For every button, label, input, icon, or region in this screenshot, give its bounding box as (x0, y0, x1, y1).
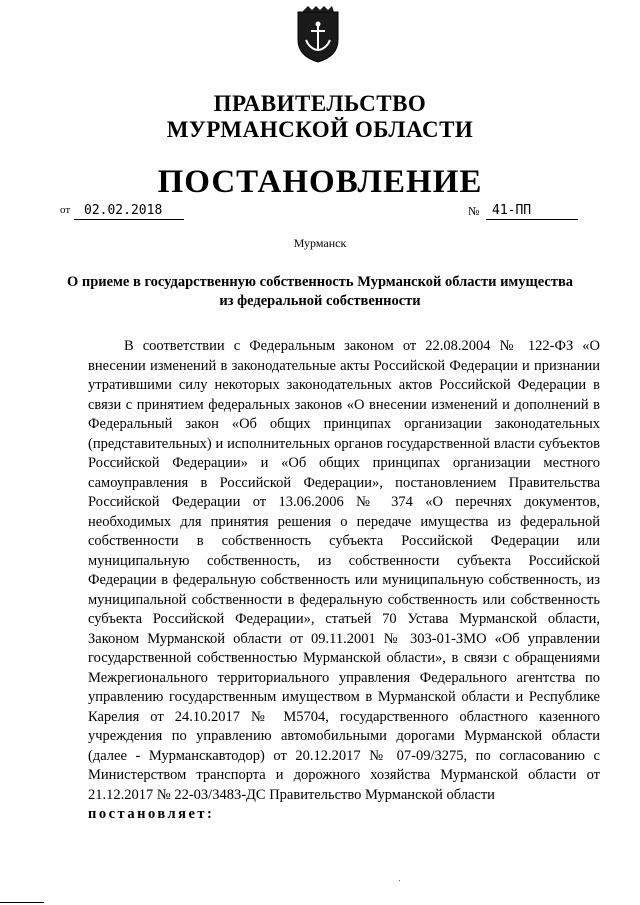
date-field (74, 203, 184, 220)
decree-subject: О приеме в государственную собственность Мурманской области имущества из федеральной собственности (66, 274, 574, 309)
number-value: 41-ПП (492, 203, 532, 218)
region-title: МУРМАНСКОЙ ОБЛАСТИ (166, 117, 474, 142)
document-type-title: ПОСТАНОВЛЕНИЕ (157, 164, 483, 200)
government-title: ПРАВИТЕЛЬСТВО (213, 91, 427, 116)
number-label: № (468, 204, 480, 218)
body-paragraph: В соответствии с Федеральным законом от 22.08.2004 № 122-ФЗ «О внесении изменений в законодательные акты Российской Федерации и признании утратившими силу некоторых законодательных актов Российской Федерации в связи с принятием федеральных законов «О внесении изменений и дополнений в Федеральный закон «Об общих принципах организации законодательных (представительных) и исполнительных органов государственной власти субъектов Российской Федерации» и «Об общих принципах организации местного самоуправления в Российской Федерации», постановлением Правительства Российской Федерации от 13.06.2006 № 374 «О перечнях документов, необходимых для принятия решения о передаче имущества из федеральной собственности в собственность субъекта Российской Федерации или муниципальную собственность, из собственности субъекта Российской Федерации в федеральную собственность или муниципальную собственность, из муниципальной собственности в федеральную собственность или собственность субъекта Российской Федерации», статьей 70 Устава Мурманской области, Законом Мурманской области от 09.11.2001 № 303-01-ЗМО «Об управлении государственной собственностью Мурманской области», в связи с обращениями Межрегионального территориального управления Федерального агентства по управлению государственным имуществом в Мурманской области и Республике Карелия от 24.10.2017 № М5704, государственного областного казенного учреждения по управлению автомобильными дорогами Мурманской области (далее - Мурманскавтодор) от 20.12.2017 № 07-09/3275, по согласованию с Министерством транспорта и дорожного хозяйства Мурманской области от 21.12.2017 № 22-03/3483-ДС Правительство Мурманской области (88, 338, 600, 803)
divider (0, 902, 44, 903)
decree-body (88, 337, 600, 825)
date-label: от (60, 204, 71, 216)
scan-mark: · (396, 875, 404, 888)
decree-word: постановляет: (88, 806, 215, 822)
coat-of-arms-icon (296, 6, 340, 64)
number-field (486, 203, 578, 220)
city-name: Мурманск (293, 236, 347, 250)
date-value: 02.02.2018 (84, 203, 163, 218)
